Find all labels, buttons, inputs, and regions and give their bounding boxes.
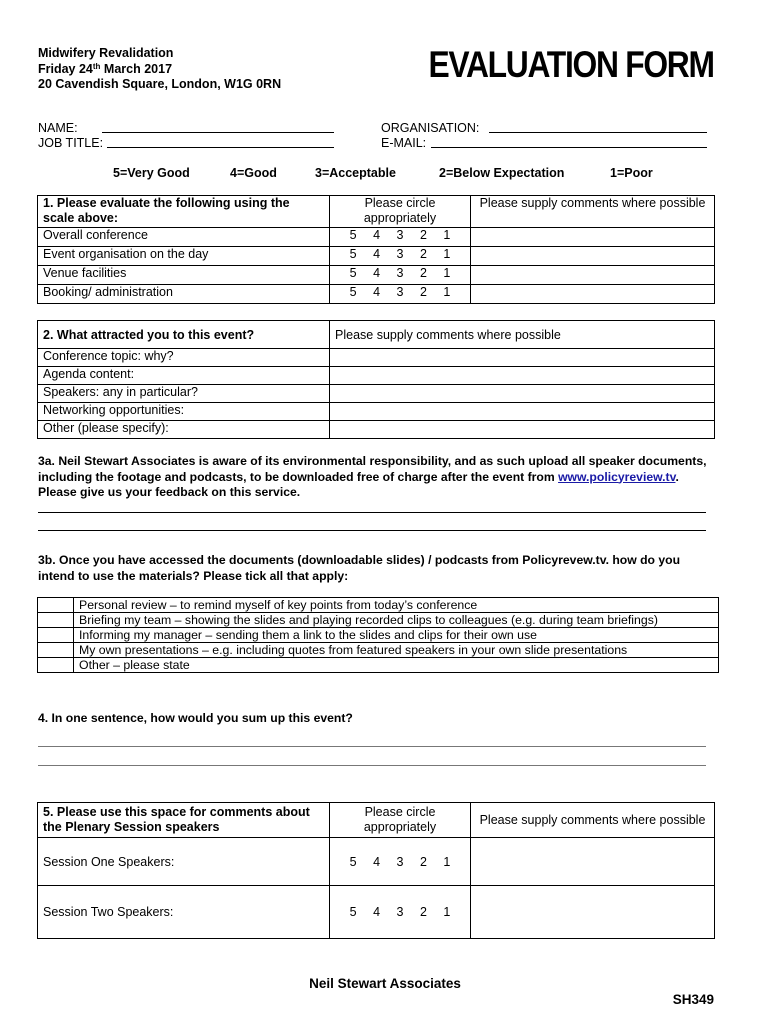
scale-poor: 1=Poor bbox=[610, 166, 653, 180]
q3a-text-part1: 3a. Neil Stewart Associates is aware of its environmental responsibility, and as such upload all speaker documents, including the footage and podcasts, to be downloaded free of charge after the event from bbox=[38, 454, 707, 484]
comment-cell[interactable] bbox=[471, 228, 715, 247]
q5-row-label: Session One Speakers: bbox=[38, 838, 330, 886]
q3b-option: My own presentations – e.g. including quotes from featured speakers in your own slide presentations bbox=[74, 643, 719, 658]
q2-heading: 2. What attracted you to this event? bbox=[38, 321, 330, 349]
comment-cell[interactable] bbox=[330, 421, 715, 439]
q2-row-label: Other (please specify): bbox=[38, 421, 330, 439]
comment-cell[interactable] bbox=[471, 266, 715, 285]
q5-rating-header: Please circle appropriately bbox=[330, 803, 471, 838]
q3b-option: Informing my manager – sending them a link to the slides and clips for their own use bbox=[74, 628, 719, 643]
comment-cell[interactable] bbox=[471, 285, 715, 304]
tick-box[interactable] bbox=[38, 628, 74, 643]
table-row bbox=[38, 385, 715, 403]
job-title-label: JOB TITLE: bbox=[38, 136, 104, 150]
q2-row-label: Agenda content: bbox=[38, 367, 330, 385]
name-field[interactable] bbox=[102, 132, 334, 133]
form-code: SH349 bbox=[672, 992, 714, 1007]
event-date-day: Friday 24 bbox=[38, 61, 93, 76]
rating-options[interactable]: 5 4 3 2 1 bbox=[330, 285, 471, 304]
table-row bbox=[38, 367, 715, 385]
table-row bbox=[38, 643, 719, 658]
footer-organisation: Neil Stewart Associates bbox=[309, 976, 461, 991]
comment-cell[interactable] bbox=[330, 385, 715, 403]
q3b-option: Other – please state bbox=[74, 658, 719, 673]
q4-text: 4. In one sentence, how would you sum up this event? bbox=[38, 711, 353, 725]
rating-options[interactable]: 5 4 3 2 1 bbox=[330, 247, 471, 266]
scale-acceptable: 3=Acceptable bbox=[315, 166, 396, 180]
table-row bbox=[38, 886, 715, 939]
table-row bbox=[38, 613, 719, 628]
comment-cell[interactable] bbox=[471, 838, 715, 886]
q2-comments-header: Please supply comments where possible bbox=[330, 321, 715, 349]
q5-row-label: Session Two Speakers: bbox=[38, 886, 330, 939]
table-row bbox=[38, 421, 715, 439]
job-title-field[interactable] bbox=[107, 147, 334, 148]
tick-box[interactable] bbox=[38, 643, 74, 658]
event-date bbox=[38, 62, 281, 78]
q5-table bbox=[37, 802, 715, 939]
q4-answer-line[interactable] bbox=[38, 765, 706, 766]
name-label: NAME: bbox=[38, 121, 78, 135]
q5-comments-header: Please supply comments where possible bbox=[471, 803, 715, 838]
form-title: EVALUATION FORM bbox=[428, 44, 714, 85]
table-row bbox=[38, 598, 719, 613]
tick-box[interactable] bbox=[38, 658, 74, 673]
email-label: E-MAIL: bbox=[381, 136, 427, 150]
rating-options[interactable]: 5 4 3 2 1 bbox=[330, 886, 471, 939]
organisation-field[interactable] bbox=[489, 132, 707, 133]
q1-row-label: Venue facilities bbox=[38, 266, 330, 285]
q3a-text-part2: . Please give us your feedback on this service. bbox=[38, 469, 679, 499]
q3b-option: Personal review – to remind myself of key points from today’s conference bbox=[74, 598, 719, 613]
table-row bbox=[38, 838, 715, 886]
q3b-option: Briefing my team – showing the slides and playing recorded clips to colleagues (e.g. during team briefings) bbox=[74, 613, 719, 628]
comment-cell[interactable] bbox=[330, 349, 715, 367]
event-header bbox=[38, 46, 281, 93]
rating-options[interactable]: 5 4 3 2 1 bbox=[330, 228, 471, 247]
rating-options[interactable]: 5 4 3 2 1 bbox=[330, 838, 471, 886]
table-row bbox=[38, 628, 719, 643]
q5-heading: 5. Please use this space for comments about the Plenary Session speakers bbox=[38, 803, 330, 838]
q2-table bbox=[37, 320, 715, 439]
q3b-options-table bbox=[37, 597, 719, 673]
q4-answer-line[interactable] bbox=[38, 746, 706, 747]
q1-comments-header: Please supply comments where possible bbox=[471, 196, 715, 228]
comment-cell[interactable] bbox=[471, 247, 715, 266]
table-row bbox=[38, 349, 715, 367]
tick-box[interactable] bbox=[38, 613, 74, 628]
q1-row-label: Overall conference bbox=[38, 228, 330, 247]
table-row bbox=[38, 228, 715, 247]
q1-row-label: Booking/ administration bbox=[38, 285, 330, 304]
event-date-month: March 2017 bbox=[100, 61, 173, 76]
scale-good: 4=Good bbox=[230, 166, 277, 180]
policyreview-link[interactable]: www.policyreview.tv bbox=[558, 469, 676, 484]
q2-row-label: Conference topic: why? bbox=[38, 349, 330, 367]
event-date-suffix: th bbox=[92, 61, 101, 71]
q2-row-label: Speakers: any in particular? bbox=[38, 385, 330, 403]
comment-cell[interactable] bbox=[471, 886, 715, 939]
scale-very-good: 5=Very Good bbox=[113, 166, 190, 180]
scale-below-expectation: 2=Below Expectation bbox=[439, 166, 565, 180]
organisation-label: ORGANISATION: bbox=[381, 121, 480, 135]
event-name: Midwifery Revalidation bbox=[38, 46, 174, 60]
q1-table bbox=[37, 195, 715, 304]
rating-options[interactable]: 5 4 3 2 1 bbox=[330, 266, 471, 285]
q1-row-label: Event organisation on the day bbox=[38, 247, 330, 266]
q3b-text: 3b. Once you have accessed the documents (downloadable slides) / podcasts from Policyrevew.tv. how do you intend to use the materials? Please tick all that apply: bbox=[38, 553, 681, 583]
comment-cell[interactable] bbox=[330, 367, 715, 385]
q1-rating-header: Please circle appropriately bbox=[330, 196, 471, 228]
q3a-answer-line[interactable] bbox=[38, 530, 706, 531]
q3a-text bbox=[38, 454, 718, 501]
table-row bbox=[38, 247, 715, 266]
tick-box[interactable] bbox=[38, 598, 74, 613]
table-row bbox=[38, 403, 715, 421]
table-row bbox=[38, 658, 719, 673]
table-row bbox=[38, 285, 715, 304]
event-address: 20 Cavendish Square, London, W1G 0RN bbox=[38, 77, 282, 91]
q2-row-label: Networking opportunities: bbox=[38, 403, 330, 421]
comment-cell[interactable] bbox=[330, 403, 715, 421]
email-field[interactable] bbox=[431, 147, 707, 148]
q3a-answer-line[interactable] bbox=[38, 512, 706, 513]
table-row bbox=[38, 266, 715, 285]
q1-heading: 1. Please evaluate the following using the scale above: bbox=[38, 196, 330, 228]
